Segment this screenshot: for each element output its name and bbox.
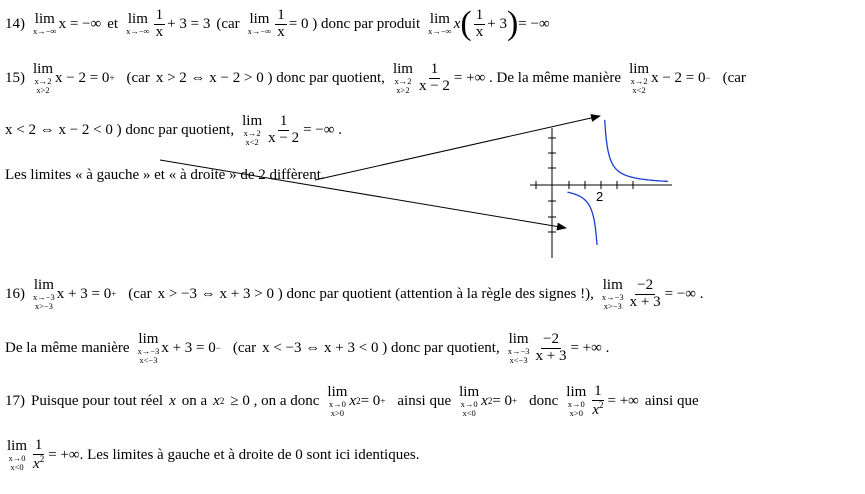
word: ainsi que bbox=[644, 392, 699, 409]
item-number: 14) bbox=[5, 15, 25, 32]
fraction: $\frac{1}{x}$ bbox=[155, 7, 164, 40]
word: (car bbox=[126, 69, 150, 86]
item-16-line-1 bbox=[5, 278, 703, 311]
expr: = 0 ) donc par produit bbox=[288, 15, 421, 32]
expr: x − 2 = 0 bbox=[55, 69, 110, 86]
expr: x < −3 ⇔ x + 3 < 0 ) donc par quotient, bbox=[262, 339, 500, 356]
expr: + 3 bbox=[487, 15, 507, 32]
expr: = +∞ . bbox=[570, 339, 610, 356]
fraction: $\frac{1}{x}$ bbox=[475, 7, 484, 40]
word: donc bbox=[529, 392, 559, 409]
word: ainsi que bbox=[397, 392, 452, 409]
limit: lim x→−3 x>−3 bbox=[33, 277, 55, 311]
limit: lim x→0 x<0 bbox=[459, 383, 480, 418]
fraction: $\frac{-2}{x + 3}$ bbox=[629, 277, 661, 310]
var: x bbox=[349, 392, 357, 409]
limit: lim x→2 x<2 bbox=[242, 113, 263, 147]
expr: on a bbox=[181, 392, 208, 409]
var: x bbox=[213, 392, 220, 409]
fraction: $\frac{-2}{x + 3}$ bbox=[535, 331, 567, 364]
limit: lim x→2 x>2 bbox=[33, 61, 54, 95]
expr: x = −∞ bbox=[58, 15, 102, 32]
arrow-right-limit bbox=[315, 116, 600, 180]
fraction: $\frac{1}{x^2}$ bbox=[592, 383, 604, 418]
var: x bbox=[453, 15, 461, 32]
word: et bbox=[107, 15, 119, 32]
expr: = −∞ . bbox=[664, 285, 704, 302]
limit: lim x→−3 x<−3 bbox=[507, 331, 530, 365]
sup: + bbox=[512, 396, 518, 407]
item-number: 17) bbox=[5, 392, 25, 409]
item-number: 15) bbox=[5, 69, 25, 86]
sup: + bbox=[380, 396, 386, 407]
expr: = 0 bbox=[360, 392, 381, 409]
limit: lim x→2 x>2 bbox=[392, 61, 413, 95]
expr: = +∞ bbox=[48, 446, 80, 463]
paren: ( bbox=[460, 4, 472, 42]
fraction: $\frac{1}{x^2}$ bbox=[33, 437, 45, 472]
expr: = −∞ . bbox=[303, 121, 342, 138]
curve-right-branch bbox=[605, 120, 668, 182]
expr: x > 2 ⇔ x − 2 > 0 ) donc par quotient, bbox=[155, 69, 385, 86]
note-text: Les limites « à gauche » et « à droite » de 2 diffèrent. bbox=[5, 167, 325, 183]
expr: + 3 = 3 bbox=[167, 15, 211, 32]
expr: = +∞ . De la même manière bbox=[453, 69, 622, 86]
sup: − bbox=[215, 343, 221, 354]
arrow-left-limit bbox=[160, 160, 566, 228]
item-16-line-2 bbox=[5, 332, 609, 365]
sup: − bbox=[705, 73, 711, 84]
item-17-line-1: 17) Puisque pour tout réel x on a x 2 ≥ 0 , on a donc lim x→0 x>0 x 2 = 0 + ainsi que lim x→0 x<0 x 2 = 0 + donc lim x→0 x>0 $\frac{1}{x^2}$ = +∞ ainsi que bbox=[5, 383, 699, 418]
fraction: $\frac{1}{x - 2}$ bbox=[268, 113, 300, 146]
paren: ) bbox=[506, 4, 519, 42]
expr: x < 2 ⇔ x − 2 < 0 ) donc par quotient, bbox=[5, 121, 235, 138]
word: (car bbox=[722, 69, 746, 86]
limit: lim x→0 x>0 bbox=[327, 383, 348, 418]
limit: lim x→−3 x<−3 bbox=[137, 331, 160, 365]
limit: lim x→−∞ bbox=[33, 11, 57, 37]
fraction: $\frac{1}{x}$ bbox=[277, 7, 285, 40]
limit: lim x→−∞ bbox=[247, 11, 272, 37]
limit: lim x→0 x<0 bbox=[7, 437, 28, 472]
limit: lim x→2 x<2 bbox=[629, 61, 650, 95]
expr: = +∞ bbox=[607, 392, 639, 409]
item-17-line-2 bbox=[5, 438, 419, 473]
expr: ≥ 0 , on a donc bbox=[230, 392, 320, 409]
expr: x + 3 = 0 bbox=[161, 339, 216, 356]
curve-left-branch bbox=[567, 192, 597, 245]
expr: x − 2 = 0 bbox=[651, 69, 706, 86]
expr: = −∞ bbox=[518, 15, 550, 32]
sup: + bbox=[109, 73, 115, 84]
expr: = 0 bbox=[492, 392, 513, 409]
limit: lim x→−3 x>−3 bbox=[601, 277, 624, 311]
tick-label-2: 2 bbox=[596, 189, 604, 204]
expr: De la même manière bbox=[5, 339, 130, 356]
limit: lim x→−∞ bbox=[126, 11, 150, 37]
word: (car bbox=[232, 339, 257, 356]
fraction: $\frac{1}{x - 2}$ bbox=[418, 61, 450, 94]
word: (car bbox=[128, 285, 152, 302]
limit: lim x→0 x>0 bbox=[566, 383, 587, 418]
var: x bbox=[481, 392, 488, 409]
limit: lim x→−∞ bbox=[428, 11, 452, 37]
var: x bbox=[169, 392, 176, 409]
word: (car bbox=[216, 15, 240, 32]
expr: Puisque pour tout réel bbox=[31, 392, 164, 409]
expr: . Les limites à gauche et à droite de 0 sont ici identiques. bbox=[79, 446, 420, 463]
item-number: 16) bbox=[5, 285, 25, 302]
expr: x + 3 = 0 bbox=[56, 285, 112, 302]
expr: x > −3 ⇔ x + 3 > 0 ) donc par quotient (attention à la règle des signes !), bbox=[157, 285, 594, 302]
sup: + bbox=[111, 289, 117, 300]
